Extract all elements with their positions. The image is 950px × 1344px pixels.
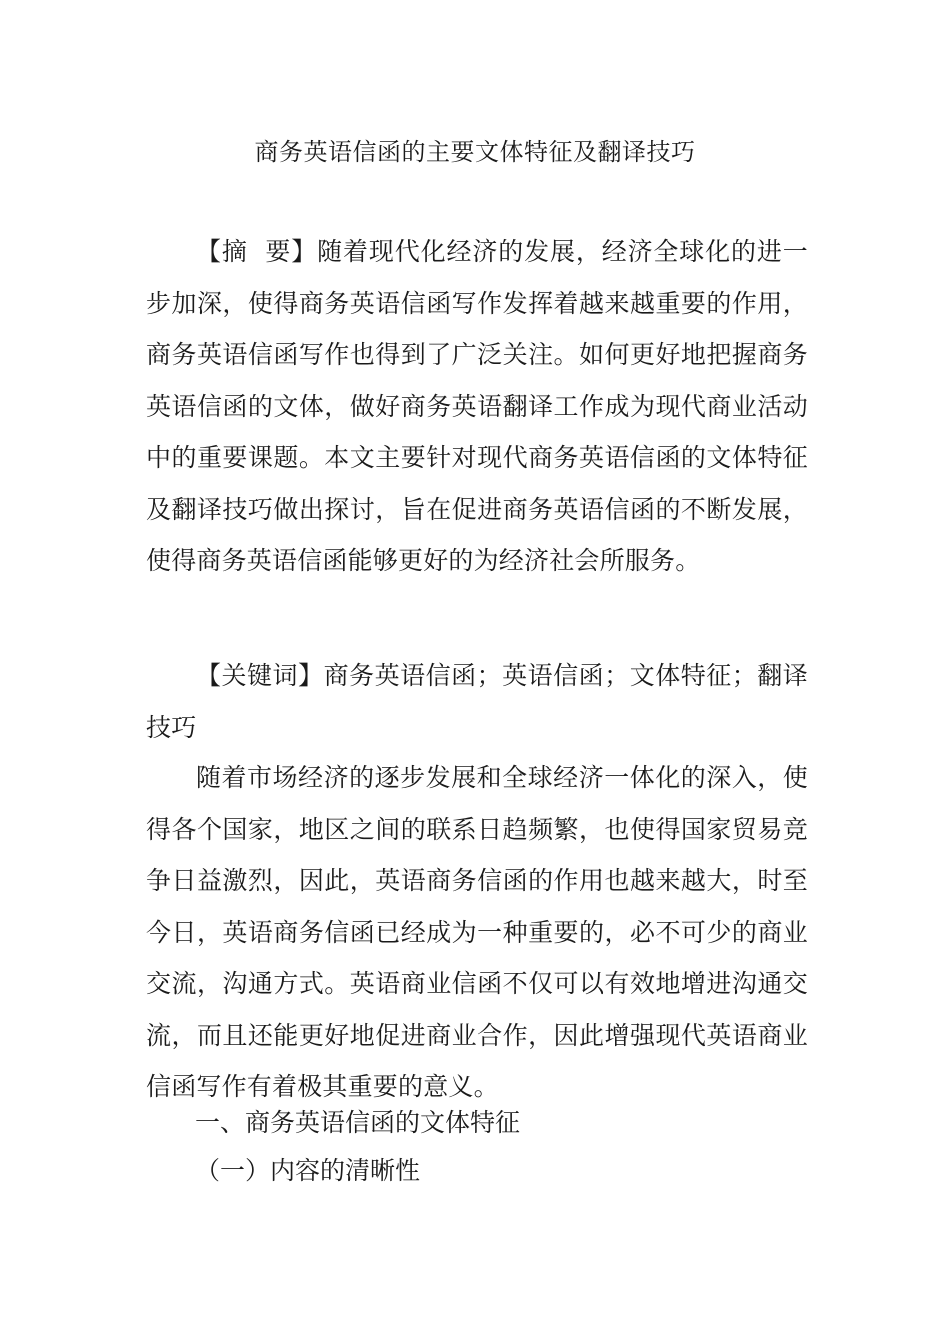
- document-title: 商务英语信函的主要文体特征及翻译技巧: [254, 138, 696, 166]
- intro-paragraph: 随着市场经济的逐步发展和全球经济一体化的深入，使得各个国家，地区之间的联系日趋频繁，也使得国家贸易竞争日益激烈，因此，英语商务信函的作用也越来越大，时至今日，英语商务信函已经成为一种重要的，必不可少的商业交流，沟通方式。英语商业信函不仅可以有效地增进沟通交流，而且还能更好地促进商业合作，因此增强现代英语商业信函写作有着极其重要的意义。: [146, 763, 808, 1101]
- abstract-text: 随着现代化经济的发展，经济全球化的进一步加深，使得商务英语信函写作发挥着越来越重要的作用，商务英语信函写作也得到了广泛关注。如何更好地把握商务英语信函的文体，做好商务英语翻译工作成为现代商业活动中的重要课题。本文主要针对现代商务英语信函的文体特征及翻译技巧做出探讨，旨在促进商务英语信函的不断发展，使得商务英语信函能够更好的为经济社会所服务。: [146, 237, 808, 575]
- abstract-paragraph: [146, 226, 808, 587]
- section-heading: 一、商务英语信函的文体特征: [195, 1108, 521, 1137]
- keywords-paragraph: [146, 650, 808, 753]
- keywords-text: 商务英语信函；英语信函；文体特征；翻译技巧: [146, 661, 808, 742]
- abstract-label: 【摘 要】: [196, 237, 318, 266]
- keywords-label: 【关键词】: [196, 661, 324, 690]
- subsection-heading: （一）内容的清晰性: [195, 1156, 421, 1185]
